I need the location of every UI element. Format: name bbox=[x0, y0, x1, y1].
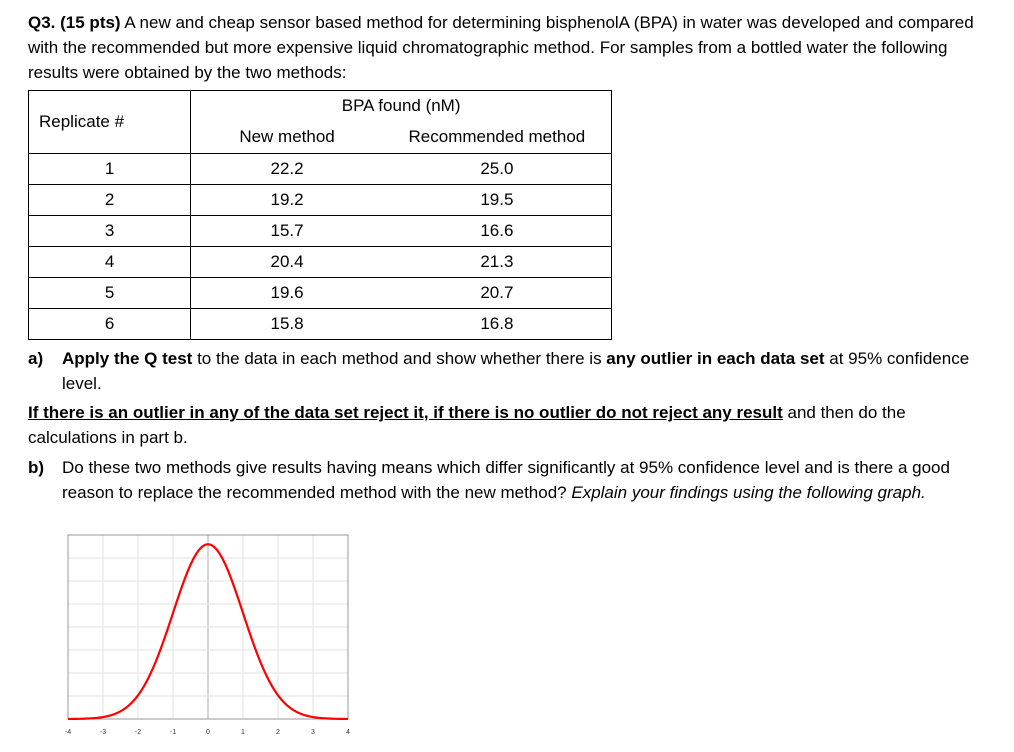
x-tick-label: -4 bbox=[64, 729, 72, 736]
new-method-cell: 20.4 bbox=[191, 247, 383, 278]
recommended-method-cell: 16.6 bbox=[383, 216, 612, 247]
recommended-method-cell: 16.8 bbox=[383, 309, 612, 340]
instruction bbox=[28, 400, 998, 450]
table-row bbox=[29, 185, 612, 216]
x-tick-label: 0 bbox=[206, 729, 210, 736]
instruction-rest: and then do the calculations in part b. bbox=[28, 403, 906, 447]
table-row bbox=[29, 216, 612, 247]
recommended-method-header: Recommended method bbox=[383, 121, 612, 154]
x-tick-label: 1 bbox=[241, 729, 245, 736]
replicate-cell: 5 bbox=[29, 278, 191, 309]
normal-distribution-graph bbox=[60, 530, 360, 748]
part-a bbox=[28, 346, 998, 396]
x-tick-labels bbox=[65, 729, 350, 736]
table-row bbox=[29, 247, 612, 278]
question-number: Q3. bbox=[28, 13, 56, 32]
x-tick-label: -3 bbox=[99, 729, 107, 736]
part-b bbox=[28, 455, 998, 505]
x-tick-label: 2 bbox=[276, 729, 280, 736]
x-tick-label: 4 bbox=[346, 729, 350, 736]
replicate-cell: 2 bbox=[29, 185, 191, 216]
new-method-cell: 19.2 bbox=[191, 185, 383, 216]
part-a-label: a) bbox=[28, 349, 44, 368]
x-tick-label: -1 bbox=[169, 729, 177, 736]
table-row bbox=[29, 278, 612, 309]
recommended-method-cell: 19.5 bbox=[383, 185, 612, 216]
instruction-underlined: If there is an outlier in any of the data set reject it, if there is no outlier do not reject any result bbox=[28, 403, 783, 422]
part-a-emphasis-outlier: any outlier in each data set bbox=[606, 349, 825, 368]
part-b-label: b) bbox=[28, 458, 45, 477]
part-a-emphasis-q-test: Apply the Q test bbox=[62, 349, 193, 368]
recommended-method-cell: 25.0 bbox=[383, 154, 612, 185]
bpa-found-header: BPA found (nM) bbox=[191, 91, 612, 122]
part-a-text-end: at 95% confidence level. bbox=[62, 349, 970, 393]
new-method-cell: 22.2 bbox=[191, 154, 383, 185]
new-method-cell: 19.6 bbox=[191, 278, 383, 309]
x-tick-label: 3 bbox=[311, 729, 315, 736]
new-method-header: New method bbox=[191, 121, 383, 154]
new-method-cell: 15.8 bbox=[191, 309, 383, 340]
question-points: (15 pts) bbox=[60, 13, 121, 32]
replicate-header: Replicate # bbox=[29, 91, 191, 154]
part-a-text: to the data in each method and show whether there is bbox=[192, 349, 607, 368]
replicate-cell: 1 bbox=[29, 154, 191, 185]
replicate-cell: 3 bbox=[29, 216, 191, 247]
new-method-cell: 15.7 bbox=[191, 216, 383, 247]
results-table bbox=[28, 90, 612, 340]
x-tick-label: -2 bbox=[134, 729, 142, 736]
replicate-cell: 4 bbox=[29, 247, 191, 278]
question-text: A new and cheap sensor based method for determining bisphenolA (BPA) in water was developed and compared with the recommended but more expensive liquid chromatographic method. For samples from a bottled water the following results were obtained by the two methods: bbox=[28, 13, 974, 82]
recommended-method-cell: 20.7 bbox=[383, 278, 612, 309]
replicate-cell: 6 bbox=[29, 309, 191, 340]
table-row bbox=[29, 309, 612, 340]
graph-grid bbox=[68, 535, 348, 719]
table-row bbox=[29, 154, 612, 185]
recommended-method-cell: 21.3 bbox=[383, 247, 612, 278]
part-b-italic: Explain your findings using the following graph. bbox=[571, 483, 926, 502]
question-intro bbox=[28, 10, 998, 85]
part-b-text: Do these two methods give results having means which differ significantly at 95% confidence level and is there a good reason to replace the recommended method with the new method? bbox=[62, 458, 950, 502]
